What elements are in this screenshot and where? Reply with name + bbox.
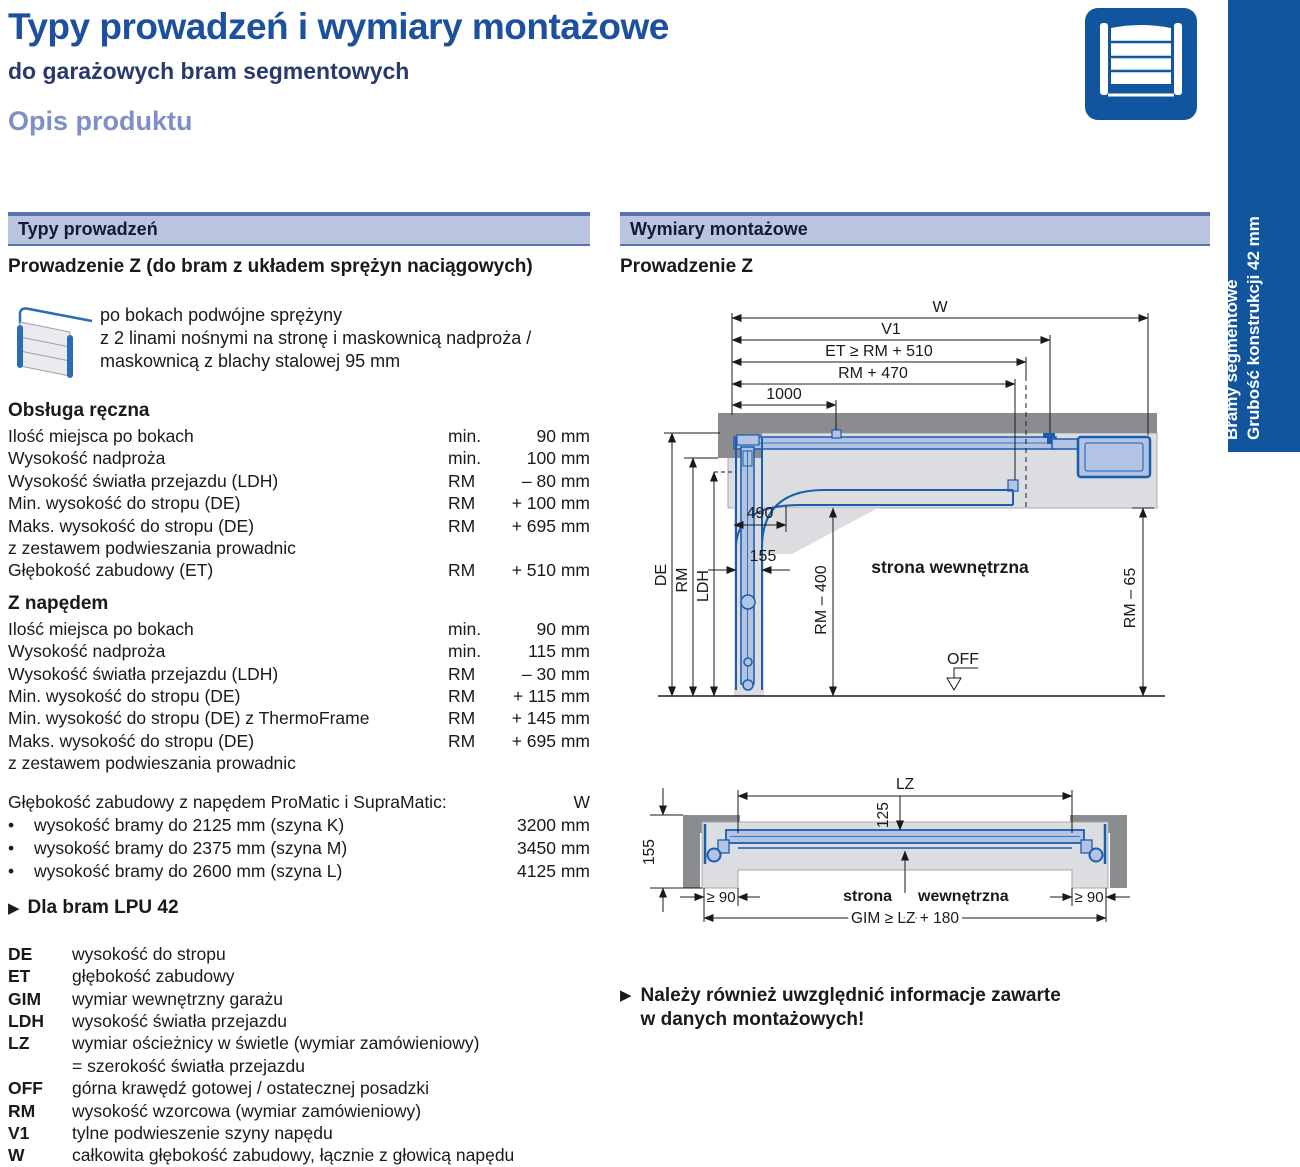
depth-item-value: 4125 mm: [517, 860, 590, 881]
bullet-icon: •: [8, 814, 15, 835]
manual-table: [8, 425, 590, 582]
mounting-dimensions-side-diagram: [620, 290, 1210, 745]
legend-desc: wymiar ościeżnicy w świetle (wymiar zamówieniowy): [72, 1033, 480, 1054]
spec-row: [8, 685, 590, 707]
spec-label: Maks. wysokość do stropu (DE): [8, 730, 255, 751]
bullet-icon: •: [8, 837, 15, 858]
depth-item-value: 3450 mm: [517, 837, 590, 858]
spec-row: [8, 559, 590, 581]
spec-row: [8, 640, 590, 662]
side-tab: [1222, 0, 1300, 452]
powered-heading: Z napędem: [8, 592, 109, 614]
note-line2: w danych montażowych!: [640, 1009, 865, 1030]
legend-desc: tylne podwieszenie szyny napędu: [72, 1122, 333, 1143]
triangle-bullet-icon: ▶: [620, 987, 632, 1004]
ceiling: [720, 413, 1157, 433]
section-heading-opis-produktu: Opis produktu: [8, 106, 193, 136]
spec-ref: min.: [448, 641, 482, 662]
powered-table: [8, 618, 590, 775]
legend-desc: wysokość wzorcowa (wymiar zamówieniowy): [72, 1100, 422, 1121]
spec-row: [8, 425, 590, 447]
legend-desc: wymiar wewnętrzny garażu: [72, 988, 284, 1009]
spec-row: [8, 515, 590, 537]
section-bar-wymiary-montazowe: Wymiary montażowe: [620, 212, 1210, 246]
left-column: [8, 212, 590, 1167]
spec-label: Wysokość światła przejazdu (LDH): [8, 470, 279, 491]
spec-label: Min. wysokość do stropu (DE): [8, 493, 241, 514]
legend-term: [8, 1055, 72, 1077]
spec-row: [8, 618, 590, 640]
spec-value: 90 mm: [536, 618, 590, 639]
legend-row: [8, 1032, 590, 1054]
dim-1000-label: 1000: [766, 386, 802, 403]
dim-rm65-label: RM – 65: [1122, 567, 1139, 629]
spec-ref: RM: [448, 686, 476, 707]
spec-label: Maks. wysokość do stropu (DE): [8, 515, 255, 536]
legend-desc: górna krawędź gotowej / ostatecznej posadzki: [72, 1078, 430, 1099]
spec-value: + 100 mm: [511, 493, 590, 514]
spec-ref: RM: [448, 493, 476, 514]
spec-label: Min. wysokość do stropu (DE) z ThermoFrame: [8, 708, 370, 729]
spec-label: z zestawem podwieszania prowadnic: [8, 753, 296, 774]
depth-item-value: 3200 mm: [517, 814, 590, 835]
legend: [8, 943, 590, 1167]
spec-label: Wysokość nadproża: [8, 641, 166, 662]
legend-term: OFF: [8, 1078, 43, 1099]
spec-label: Głębokość zabudowy (ET): [8, 560, 214, 581]
legend-row: [8, 1010, 590, 1032]
dim-155-label: 155: [641, 839, 658, 865]
spec-value: + 695 mm: [511, 730, 590, 751]
depth-item-label: wysokość bramy do 2375 mm (szyna M): [34, 837, 348, 858]
legend-desc: wysokość do stropu: [72, 943, 226, 964]
spec-ref: [448, 537, 508, 559]
depth-heading: Głębokość zabudowy z napędem ProMatic i SupraMatic:: [8, 791, 447, 812]
page-subtitle: do garażowych bram segmentowych: [8, 58, 410, 84]
spec-value: + 145 mm: [511, 708, 590, 729]
depth-block: [8, 791, 590, 883]
spec-row: [8, 752, 590, 774]
dim-ldh-label: LDH: [695, 569, 712, 603]
side-tab-line2: Grubość konstrukcji 42 mm: [1244, 216, 1263, 440]
spec-value: 100 mm: [526, 448, 590, 469]
spec-value: 90 mm: [536, 426, 590, 446]
spec-ref: RM: [448, 470, 476, 491]
depth-item-label: wysokość bramy do 2125 mm (szyna K): [34, 814, 345, 835]
side-tab-line1: Bramy segmentowe: [1222, 279, 1241, 440]
legend-term: RM: [8, 1100, 36, 1121]
spec-row: [8, 663, 590, 685]
depth-item: [8, 860, 590, 883]
spec-value: – 30 mm: [521, 663, 590, 684]
spec-ref: min.: [448, 426, 482, 446]
legend-row: [8, 1144, 590, 1166]
spec-value: [508, 752, 590, 774]
legend-term: W: [8, 1145, 25, 1166]
inside-plan-label-2: wewnętrzna: [918, 888, 1009, 905]
spec-ref: min.: [448, 448, 482, 469]
spec-value: [508, 537, 590, 559]
dim-155-label: 155: [749, 548, 777, 565]
spec-row: [8, 492, 590, 514]
spec-ref: RM: [448, 560, 476, 581]
dim-w-label: W: [932, 299, 948, 316]
intro-block: [8, 304, 590, 387]
spec-value: + 695 mm: [511, 515, 590, 536]
legend-row: [8, 1100, 590, 1122]
page-title: Typy prowadzeń i wymiary montażowe: [8, 6, 669, 47]
dim-rm-label: RM: [674, 567, 691, 593]
legend-row: [8, 965, 590, 987]
spec-row: [8, 537, 590, 559]
dim-rm470-label: RM + 470: [838, 365, 908, 382]
spec-label: Wysokość światła przejazdu (LDH): [8, 663, 279, 684]
left-subheading: Prowadzenie Z (do bram z układem sprężyn naciągowych): [8, 256, 533, 277]
right-column: [620, 212, 1210, 1030]
legend-term: V1: [8, 1122, 30, 1143]
dim-rm400-label: RM – 400: [813, 565, 830, 635]
dim-ge90-left-label: ≥ 90: [706, 889, 736, 906]
spec-ref: min.: [448, 618, 482, 639]
spec-label: Wysokość nadproża: [8, 448, 166, 469]
spec-value: + 510 mm: [511, 560, 590, 581]
legend-term: GIM: [8, 988, 42, 1009]
dim-de-label: DE: [653, 563, 670, 587]
legend-row: [8, 1077, 590, 1099]
legend-desc: całkowita głębokość zabudowy, łącznie z głowicą napędu: [72, 1145, 515, 1166]
spec-ref: RM: [448, 515, 476, 536]
depth-item-label: wysokość bramy do 2600 mm (szyna L): [34, 860, 343, 881]
dim-125-label: 125: [875, 802, 892, 828]
depth-col-header: W: [573, 791, 590, 812]
spec-value: + 115 mm: [513, 686, 590, 707]
off-label: OFF: [947, 651, 979, 668]
legend-term: ET: [8, 966, 31, 987]
legend-row: [8, 943, 590, 965]
dim-lz-label: LZ: [895, 776, 915, 793]
spec-ref: RM: [448, 730, 476, 751]
legend-term: DE: [8, 943, 33, 964]
dim-ge90-right-label: ≥ 90: [1074, 889, 1104, 906]
dim-et-label: ET ≥ RM + 510: [825, 343, 933, 360]
legend-term: LDH: [8, 1010, 44, 1031]
bullet-icon: •: [8, 860, 15, 881]
spec-row: [8, 707, 590, 729]
spec-value: – 80 mm: [521, 470, 590, 491]
triangle-bullet-icon: ▶: [8, 899, 20, 917]
legend-desc: = szerokość światła przejazdu: [72, 1055, 305, 1076]
intro-line: po bokach podwójne sprężyny: [100, 305, 343, 325]
manual-heading: Obsługa ręczna: [8, 400, 150, 421]
spec-value: 115 mm: [528, 641, 590, 662]
legend-row: [8, 1055, 590, 1077]
legend-row: [8, 1122, 590, 1144]
spec-row: [8, 447, 590, 469]
inside-side-label: strona wewnętrzna: [871, 557, 1029, 577]
spec-ref: RM: [448, 663, 476, 684]
legend-term: LZ: [8, 1033, 30, 1054]
spec-row: [8, 470, 590, 492]
intro-text: [100, 304, 531, 387]
note-line1: Należy również uwzględnić informacje zawarte: [640, 985, 1061, 1006]
spec-ref: RM: [448, 708, 476, 729]
for-doors-label: Dla bram LPU 42: [27, 896, 179, 918]
depth-item: [8, 837, 590, 860]
note-text: [641, 984, 1061, 1032]
spec-label: Ilość miejsca po bokach: [8, 426, 194, 446]
spec-label: Ilość miejsca po bokach: [8, 618, 194, 639]
dim-gim-label: GIM ≥ LZ + 180: [850, 910, 960, 927]
dim-v1-label: V1: [881, 321, 901, 338]
note: [620, 984, 1061, 1032]
sectional-door-icon: [8, 304, 100, 387]
spec-row: [8, 730, 590, 752]
legend-desc: wysokość światła przejazdu: [72, 1010, 287, 1031]
intro-line: maskownicą z blachy stalowej 95 mm: [100, 351, 401, 371]
for-doors-heading: [8, 897, 590, 919]
legend-row: [8, 988, 590, 1010]
depth-header-row: [8, 791, 590, 814]
spec-ref: [448, 752, 508, 774]
garage-door-icon: [1085, 8, 1197, 120]
right-subheading: Prowadzenie Z: [620, 256, 754, 277]
intro-line: z 2 linami nośnymi na stronę i maskownicą nadproża /: [100, 328, 532, 348]
spec-label: Min. wysokość do stropu (DE): [8, 686, 241, 707]
depth-item: [8, 814, 590, 837]
section-bar-typy-prowadzen: Typy prowadzeń: [8, 212, 590, 246]
spec-label: z zestawem podwieszania prowadnic: [8, 538, 296, 559]
dim-490-label: 490: [746, 505, 774, 522]
mounting-dimensions-plan-diagram: [620, 760, 1210, 932]
legend-desc: głębokość zabudowy: [72, 966, 235, 987]
inside-plan-label-1: strona: [843, 888, 892, 905]
